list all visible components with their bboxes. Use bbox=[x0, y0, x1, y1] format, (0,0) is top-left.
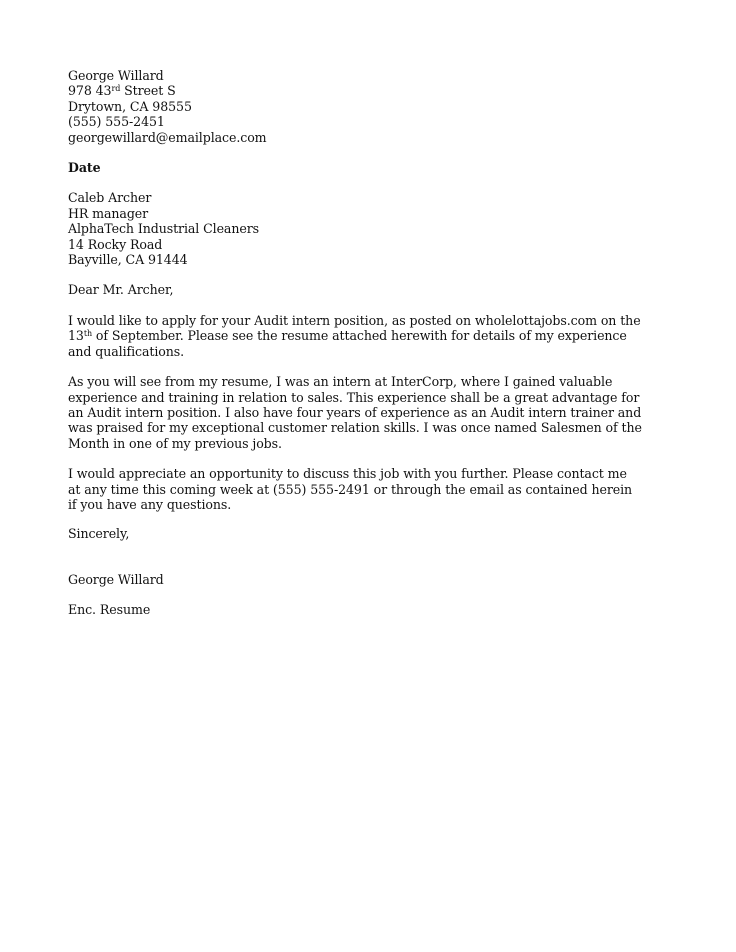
recipient-city: Bayville, CA 91444 bbox=[68, 252, 188, 268]
sender-street bbox=[68, 83, 668, 98]
sender-street-name: Street S bbox=[120, 83, 176, 99]
sender-street-number: 978 43 bbox=[68, 83, 112, 99]
paragraph-intro-text-1: I would like to apply for your Audit intern position, as posted on wholelottajobs.com on the 13 bbox=[68, 312, 641, 344]
paragraph-intro bbox=[68, 313, 643, 359]
sender-email: georgewillard@emailplace.com bbox=[68, 129, 267, 145]
recipient-block bbox=[68, 190, 668, 267]
sender-name: George Willard bbox=[68, 68, 164, 83]
date-label: Date bbox=[68, 160, 101, 176]
cover-letter bbox=[68, 68, 668, 618]
enclosure-note: Enc. Resume bbox=[68, 602, 151, 618]
recipient-street: 14 Rocky Road bbox=[68, 236, 163, 252]
recipient-name: Caleb Archer bbox=[68, 190, 152, 206]
paragraph-experience: As you will see from my resume, I was an intern at InterCorp, where I gained valuable experience and training in relation to sales. This experience shall be a great advantage for an Audit intern position. I also have four years of experience as an Audit intern trainer and was praised for my exceptional customer relation skills. I was once named Salesmen of the Month in one of my previous jobs. bbox=[68, 374, 642, 451]
closing: Sincerely, bbox=[68, 526, 130, 542]
sender-block bbox=[68, 68, 668, 145]
recipient-title: HR manager bbox=[68, 205, 149, 221]
recipient-company: AlphaTech Industrial Cleaners bbox=[68, 221, 259, 237]
sender-city: Drytown, CA 98555 bbox=[68, 98, 192, 114]
paragraph-intro-ordinal: th bbox=[83, 329, 92, 339]
salutation: Dear Mr. Archer, bbox=[68, 282, 174, 298]
paragraph-intro-text-2: of September. Please see the resume attached herewith for details of my experience and qualifications. bbox=[68, 328, 627, 359]
paragraph-contact: I would appreciate an opportunity to discuss this job with you further. Please contact me at any time this coming week at (555) 555-2491 or through the email as contained herein if you have any questions. bbox=[68, 466, 633, 512]
sender-phone: (555) 555-2451 bbox=[68, 114, 165, 130]
signature-name: George Willard bbox=[68, 571, 164, 587]
sender-street-ordinal: rd bbox=[111, 84, 121, 94]
